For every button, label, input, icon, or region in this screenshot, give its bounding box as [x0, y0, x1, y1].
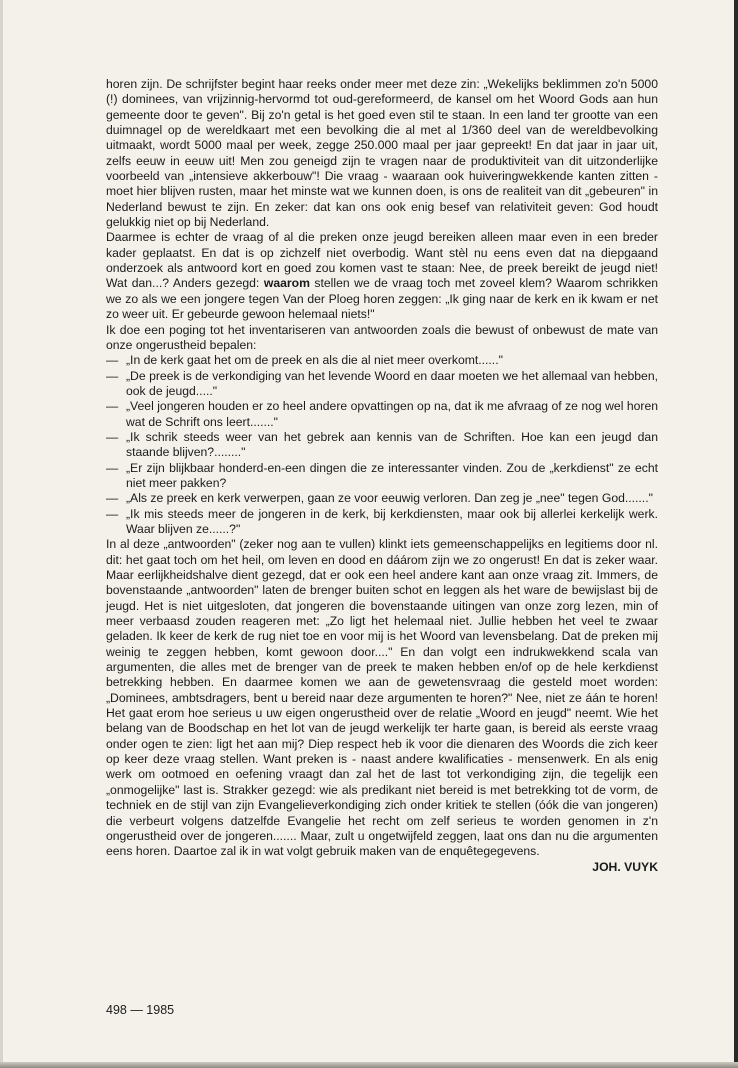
- list-item-text: „Er zijn blijkbaar honderd-en-een dingen die ze interessanter vinden. Zou de „kerkdienst" ze echt niet meer pakken?: [126, 460, 658, 490]
- dash-bullet: —: [106, 399, 119, 414]
- list-item: [106, 369, 658, 400]
- list-item-text: „De preek is de verkondiging van het levende Woord en daar moeten we het allemaal van hebben, ook de jeugd.....": [126, 368, 658, 398]
- article-body: [106, 77, 658, 875]
- page-left-edge: [0, 0, 3, 1068]
- list-item-text: „Veel jongeren houden er zo heel andere opvattingen op na, dat ik me afvraag of ze nog wel horen wat de Schrift ons leert.......": [126, 399, 658, 429]
- list-item-text: „Als ze preek en kerk verwerpen, gaan ze voor eeuwig verloren. Dan zeg je „nee" tegen God.......": [126, 491, 653, 506]
- list-item: [106, 461, 658, 492]
- list-item-text: „Ik mis steeds meer de jongeren in de kerk, bij kerkdiensten, maar ook bij allerlei kerkelijk werk. Waar blijven ze......?": [126, 506, 658, 536]
- page-number: 498 — 1985: [106, 1003, 175, 1017]
- list-item: [106, 353, 658, 368]
- dash-bullet: —: [106, 460, 119, 475]
- paragraph-2-text-a: Daarmee is echter de vraag of al die preken onze jeugd bereiken alleen maar even in een breder kader geplaatst. En dat is op zichzelf niet overbodig. Want stèl nu eens even dat na diepgaand onderzoek als antwoord kort en goed zou komen vast te staan: Nee, de preek bereikt de jeugd niet! Wat dan...? Anders gezegd:: [106, 230, 658, 291]
- scan-right-edge: [734, 0, 738, 1068]
- list-item-text: „Ik schrik steeds weer van het gebrek aan kennis van de Schriften. Hoe kan een jeugd dan staande blijven?........": [126, 429, 658, 460]
- dash-bullet: —: [106, 506, 119, 521]
- paragraph-2-text-b: stellen we de vraag toch met zoveel klem? Waarom schrikken we zo als we een jongere tegen Van der Ploeg horen zeggen: „Ik ging naar de kerk en ik kwam er net zo weer uit. Er gebeurde gewoon helemaal niets!": [106, 276, 658, 322]
- dash-bullet: —: [106, 429, 119, 444]
- list-item: [106, 399, 658, 430]
- dash-bullet: —: [106, 491, 119, 506]
- dash-bullet: —: [106, 368, 119, 383]
- paragraph-3: Ik doe een poging tot het inventariseren van antwoorden zoals die bewust of onbewust de mate van onze ongerustheid bepalen:: [106, 322, 658, 352]
- scan-bottom-edge: [0, 1062, 738, 1068]
- paragraph-1: horen zijn. De schrijfster begint haar reeks onder meer met deze zin: „Wekelijks beklimmen zo'n 5000 (!) dominees, van vrijzinnig-hervormd tot oud-gereformeerd, de kansel om het Woord Gods aan hun gemeente door te geven". Bij zo'n getal is het goed even stil te staan. In een land ter grootte van een duimnagel op de wereldkaart met een bevolking die al met al 1/360 deel van de wereldbevolking uitmaakt, wordt 5000 maal per week, zegge 250.000 maal per jaar gepreekt! En dat jaar in jaar uit, zelfs eeuw in eeuw uit! Men zou geneigd zijn te vragen naar de produktiviteit van dit uitzonderlijke voorbeeld van „intensieve akkerbouw"! Die vraag - waaraan ook huiveringwekkende kanten zitten - moet hier blijven rusten, maar het minste wat we kunnen doen, is ons de realiteit van dit „gebeuren" in Nederland bewust te zijn. En zeker: dat kan ons ook enig besef van relativiteit geven: God houdt gelukkig niet op bij Nederland.: [106, 77, 658, 230]
- list-item: [106, 491, 658, 506]
- paragraph-2: [106, 230, 658, 322]
- paragraph-2-bold: waarom: [263, 276, 310, 291]
- author-signature: JOH. VUYK: [592, 859, 658, 874]
- dash-bullet: —: [106, 353, 119, 368]
- list-item-text: „In de kerk gaat het om de preek en als die al niet meer overkomt......": [126, 353, 503, 368]
- paragraph-4: In al deze „antwoorden" (zeker nog aan te vullen) klinkt iets gemeenschappelijks en legitiems door nl. dit: het gaat toch om het heil, om leven en dood en dáárom zijn we zo ongerust! En dat is zeker waar. Maar eerlijkheidshalve dient gezegd, dat er ook een heel andere kant aan onze vraag zit. Immers, de bovenstaande „antwoorden" laten de brenger buiten schot en leggen als het ware de bewijslast bij de jeugd. Het is niet uitgesloten, dat jongeren die bovenstaande uitingen van onze zorg lezen, min of meer verbaasd zouden reageren met: „Zo ligt het helemaal niet. Jullie hebben het veel te zwaar geladen. Ik keer de kerk de rug niet toe en voor mij is het Woord van levensbelang. Dat de preken mij weinig te zeggen hebben, komt gewoon door...." En dan volgt een indrukwekkend scala van argumenten, die alles met de brenger van de preek te maken hebben en/of op de hele kerkdienst betrekking hebben. En daarmee komen we aan de gewetensvraag die gesteld moet worden: „Dominees, ambtsdragers, bent u bereid naar deze argumenten te horen?" Nee, niet ze áán te horen! Het gaat erom hoe serieus u uw eigen ongerustheid over de relatie „Woord en jeugd" neemt. Wie het belang van de Boodschap en het lot van de jeugd werkelijk ter harte gaan, is bereid als eerste vraag onder ogen te zien: ligt het aan mij? Diep respect heb ik voor die dienaren des Woords die zich keer op keer deze vraag stellen. Want preken is - naast andere kwalificaties - mensenwerk. En als enig werk om ootmoed en oefening vraagt dan zal het de last tot verkondiging zijn, die tegelijk een „onmogelijke" last is. Strakker gezegd: wie als predikant niet bereid is met betrekking tot de vorm, de techniek en de stijl van zijn Evangelieverkondiging zich onder kritiek te stellen (óók die van jongeren) die verbeurt volgens datzelfde Evangelie het recht om zelf serieus te worden genomen in z'n ongerustheid over de jongeren....... Maar, zult u ongetwijfeld zeggen, laat ons dan nu die argumenten eens horen. Daartoe zal ik in wat volgt gebruik maken van de enquêtegegevens.: [106, 537, 658, 859]
- list-item: [106, 507, 658, 538]
- answer-list: [106, 353, 658, 537]
- list-item: [106, 430, 658, 461]
